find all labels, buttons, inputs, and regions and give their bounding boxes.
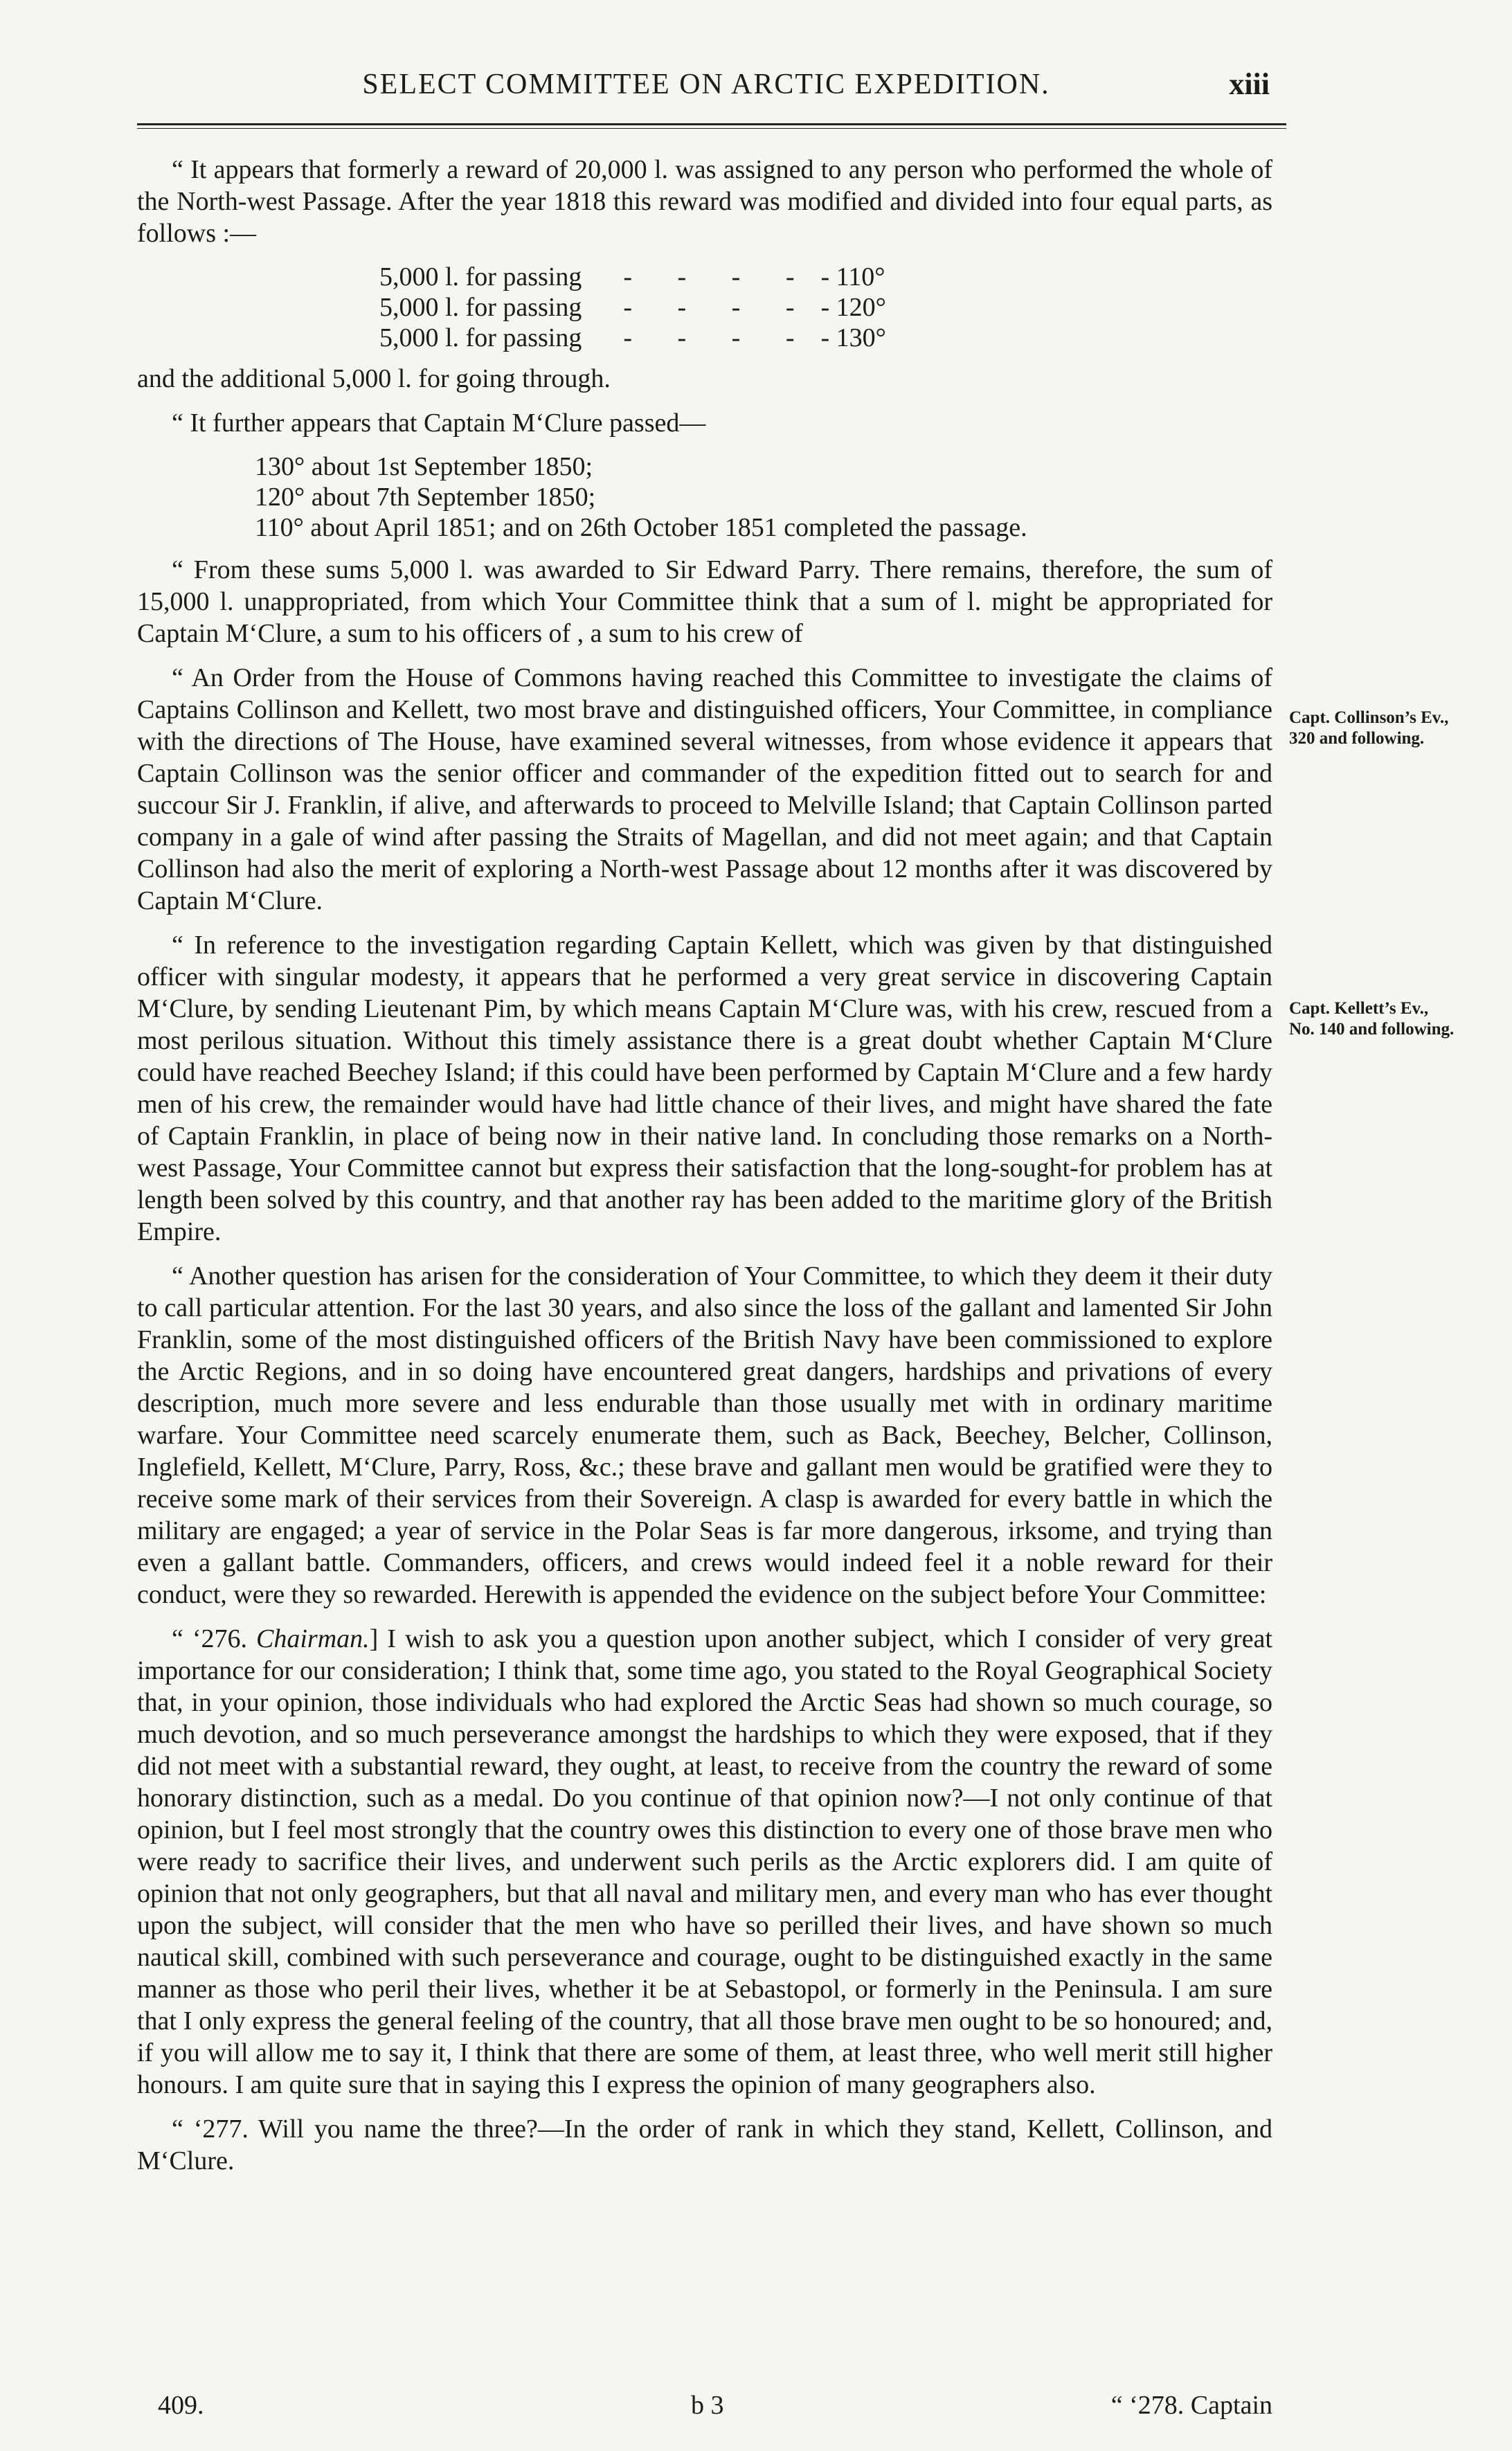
leader-dashes: - - - - <box>623 293 814 322</box>
reward-amount: 5,000 l. for passing <box>379 293 582 322</box>
margin-note-line: No. 140 and following. <box>1289 1020 1455 1039</box>
paragraph-evidence-277: “ ‘277. Will you name the three?—In the order of rank in which they stand, Kellett, Collinson, and M‘Clure. <box>137 2115 1272 2175</box>
margin-note-kellett <box>1289 998 1504 1040</box>
reward-degree: - 120° <box>820 293 886 322</box>
paragraph-reward-history: “ It appears that formerly a reward of 20,000 l. was assigned to any person who performed the whole of the North-west Passage. After the year 1818 this reward was modified and divided into four equal parts, as follows :— <box>137 155 1272 248</box>
paragraph-kellett-investigation: “ In reference to the investigation regarding Captain Kellett, which was given by that distinguished officer with singular modesty, it appears that he performed a very great service in discovering Captain M‘Clure, by sending Lieutenant Pim, by which means Captain M‘Clure was, with his crew, rescued from a most perilous situation. Without this timely assistance there is a great doubt whether Captain M‘Clure could have reached Beechey Island; if this could have been performed by Captain M‘Clure and a few hardy men of his crew, the remainder would have had little chance of their lives, and might have shared the fate of Captain Franklin, in place of being now in their native land. In concluding those remarks on a North-west Passage, Your Committee cannot but express their satisfaction that the long-sought-for problem has at length been solved by this country, and that another ray has been added to the maritime glory of the British Empire. <box>137 931 1272 1246</box>
header-rule <box>137 123 1286 129</box>
evidence-number: “ ‘276. <box>172 1624 257 1653</box>
passage-date-item: 130° about 1st September 1850; <box>255 452 593 481</box>
evidence-text: ] I wish to ask you a question upon another subject, which I consider of very great importance for our consideration; I think that, some time ago, you stated to the Royal Geographical Society that, in your opinion, those individuals who had explored the Arctic Seas had shown so much courage, so much devotion, and so much perseverance amongst the hardships to which they were exposed, that if they did not meet with a substantial reward, they ought, at least, to receive from the country the reward of some honorary distinction, such as a medal. Do you continue of that opinion now?—I not only continue of that opinion, but I feel most strongly that the country owes this distinction to every one of those brave men who were ready to sacrifice their lives, and underwent such perils as the Arctic explorers did. I am quite of opinion that not only geographers, but that all naval and military men, and every man who has ever thought upon the subject, will consider that the men who have so perilled their lives, and have shown so much nautical skill, combined with such perseverance and courage, ought to be distinguished exactly in the same manner as those who peril their lives, whether it be at Sebastopol, or formerly in the Peninsula. I am sure that I only express the general feeling of the country, that all those brave men ought to be so honoured; and, if you will allow me to say it, I think that there are some of them, at least three, who well merit still higher honours. I am quite sure that in saying this I express the opinion of many geographers also. <box>137 1624 1272 2099</box>
reward-division-table <box>379 262 886 353</box>
reward-amount: 5,000 l. for passing <box>379 323 582 352</box>
reward-row <box>379 262 886 292</box>
footer-document-number: 409. <box>158 2391 204 2420</box>
paragraph-additional-reward: and the additional 5,000 l. for going through. <box>137 364 611 393</box>
running-head-title: SELECT COMMITTEE ON ARCTIC EXPEDITION. <box>362 69 1050 100</box>
reward-amount: 5,000 l. for passing <box>379 262 582 291</box>
leader-dashes: - - - - <box>623 262 814 291</box>
margin-note-line: 320 and following. <box>1289 729 1425 748</box>
margin-note-collinson <box>1289 708 1504 749</box>
paragraph-another-question: “ Another question has arisen for the consideration of Your Committee, to which they deem it their duty to call particular attention. For the last 30 years, and also since the loss of the gallant and lamented Sir John Franklin, some of the most distinguished officers of the British Navy have been commissioned to explore the Arctic Regions, and in so doing have encountered great dangers, hardships and privations of every description, much more severe and less endurable than those usually met with in ordinary maritime warfare. Your Committee need scarcely enumerate them, such as Back, Beechey, Belcher, Collinson, Inglefield, Kellett, M‘Clure, Parry, Ross, &c.; these brave and gallant men would be gratified were they to receive some mark of their services from their Sovereign. A clasp is awarded for every battle in which the military are engaged; a year of service in the Polar Seas is far more dangerous, irksome, and trying than even a gallant battle. Commanders, officers, and crews would indeed feel it a noble reward for their conduct, were they so rewarded. Herewith is appended the evidence on the subject before Your Committee: <box>137 1262 1272 1609</box>
page-numeral: xiii <box>1229 67 1270 101</box>
body-text <box>137 154 1272 2189</box>
passage-date-item: 120° about 7th September 1850; <box>255 483 596 512</box>
paragraph-collinson-kellett-order: “ An Order from the House of Commons having reached this Committee to investigate the claims of Captains Collinson and Kellett, two most brave and distinguished officers, Your Committee, in compliance with the directions of The House, have examined several witnesses, from whose evidence it appears that Captain Collinson was the senior officer and commander of the expedition fitted out to search for and succour Sir J. Franklin, if alive, and afterwards to proceed to Melville Island; that Captain Collinson parted company in a gale of wind after passing the Straits of Magellan, and did not meet again; and that Captain Collinson had also the merit of exploring a North-west Passage about 12 months after it was discovered by Captain M‘Clure. <box>137 663 1272 915</box>
reward-degree: - 130° <box>820 323 886 352</box>
footer-catchword: “ ‘278. Captain <box>1110 2391 1272 2420</box>
paragraph-evidence-276 <box>137 1623 1272 2101</box>
footer-signature-mark: b 3 <box>691 2391 724 2420</box>
margin-note-line: Capt. Collinson’s Ev., <box>1289 708 1449 727</box>
reward-row <box>379 323 886 353</box>
paragraph-mcclure-passed: “ It further appears that Captain M‘Clure passed— <box>172 408 706 438</box>
paragraph-sums-awarded: “ From these sums 5,000 l. was awarded to Sir Edward Parry. There remains, therefore, the sum of 15,000 l. unappropriated, from which Your Committee think that a sum of l. might be appropriated for Captain M‘Clure, a sum to his officers of , a sum to his crew of <box>137 555 1272 648</box>
reward-row <box>379 292 886 323</box>
passage-dates-list <box>255 451 1272 543</box>
reward-degree: - 110° <box>820 262 885 291</box>
margin-note-line: Capt. Kellett’s Ev., <box>1289 999 1429 1018</box>
passage-date-item: 110° about April 1851; and on 26th October 1851 completed the passage. <box>255 513 1027 542</box>
evidence-speaker: Chairman. <box>256 1624 370 1653</box>
leader-dashes: - - - - <box>623 323 814 352</box>
